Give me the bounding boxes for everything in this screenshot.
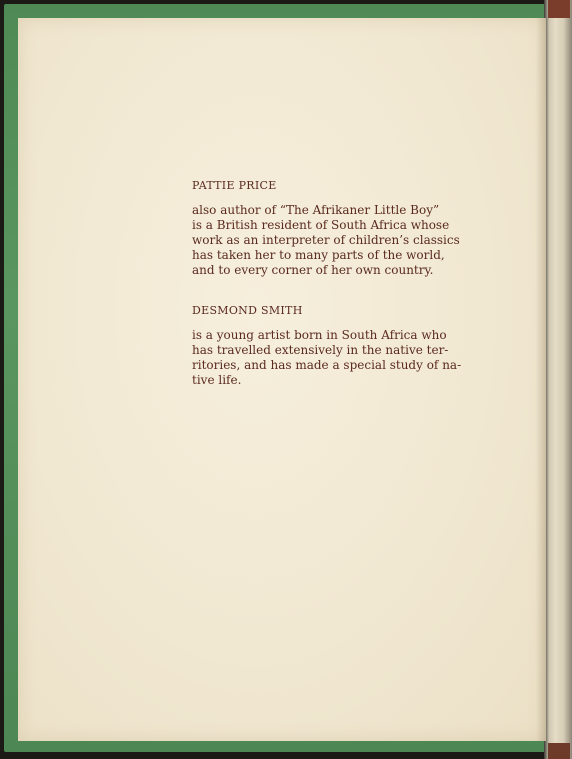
illustrator-bio-line: tive life.	[192, 373, 242, 387]
illustrator-bio-line: ritories, and has made a special study of na-	[192, 358, 462, 372]
illustrator-section	[192, 304, 462, 388]
author-bio-line: also author of “The Afrikaner Little Boy”	[192, 203, 440, 217]
author-bio	[192, 203, 460, 278]
illustrator-bio-line: has travelled extensively in the native ter-	[192, 343, 449, 357]
author-section	[192, 179, 460, 278]
author-bio-line: is a British resident of South Africa whose	[192, 218, 450, 232]
contributors-text	[192, 179, 462, 388]
author-bio-line: and to every corner of her own country.	[192, 263, 434, 277]
book-page	[18, 18, 546, 741]
author-bio-line: has taken her to many parts of the world,	[192, 248, 445, 262]
illustrator-bio-line: is a young artist born in South Africa who	[192, 328, 447, 342]
illustrator-bio	[192, 328, 462, 388]
page-edge-strip	[544, 0, 572, 759]
illustrator-name: DESMOND SMITH	[192, 304, 303, 317]
author-bio-line: work as an interpreter of children’s classics	[192, 233, 460, 247]
author-name: PATTIE PRICE	[192, 179, 277, 192]
